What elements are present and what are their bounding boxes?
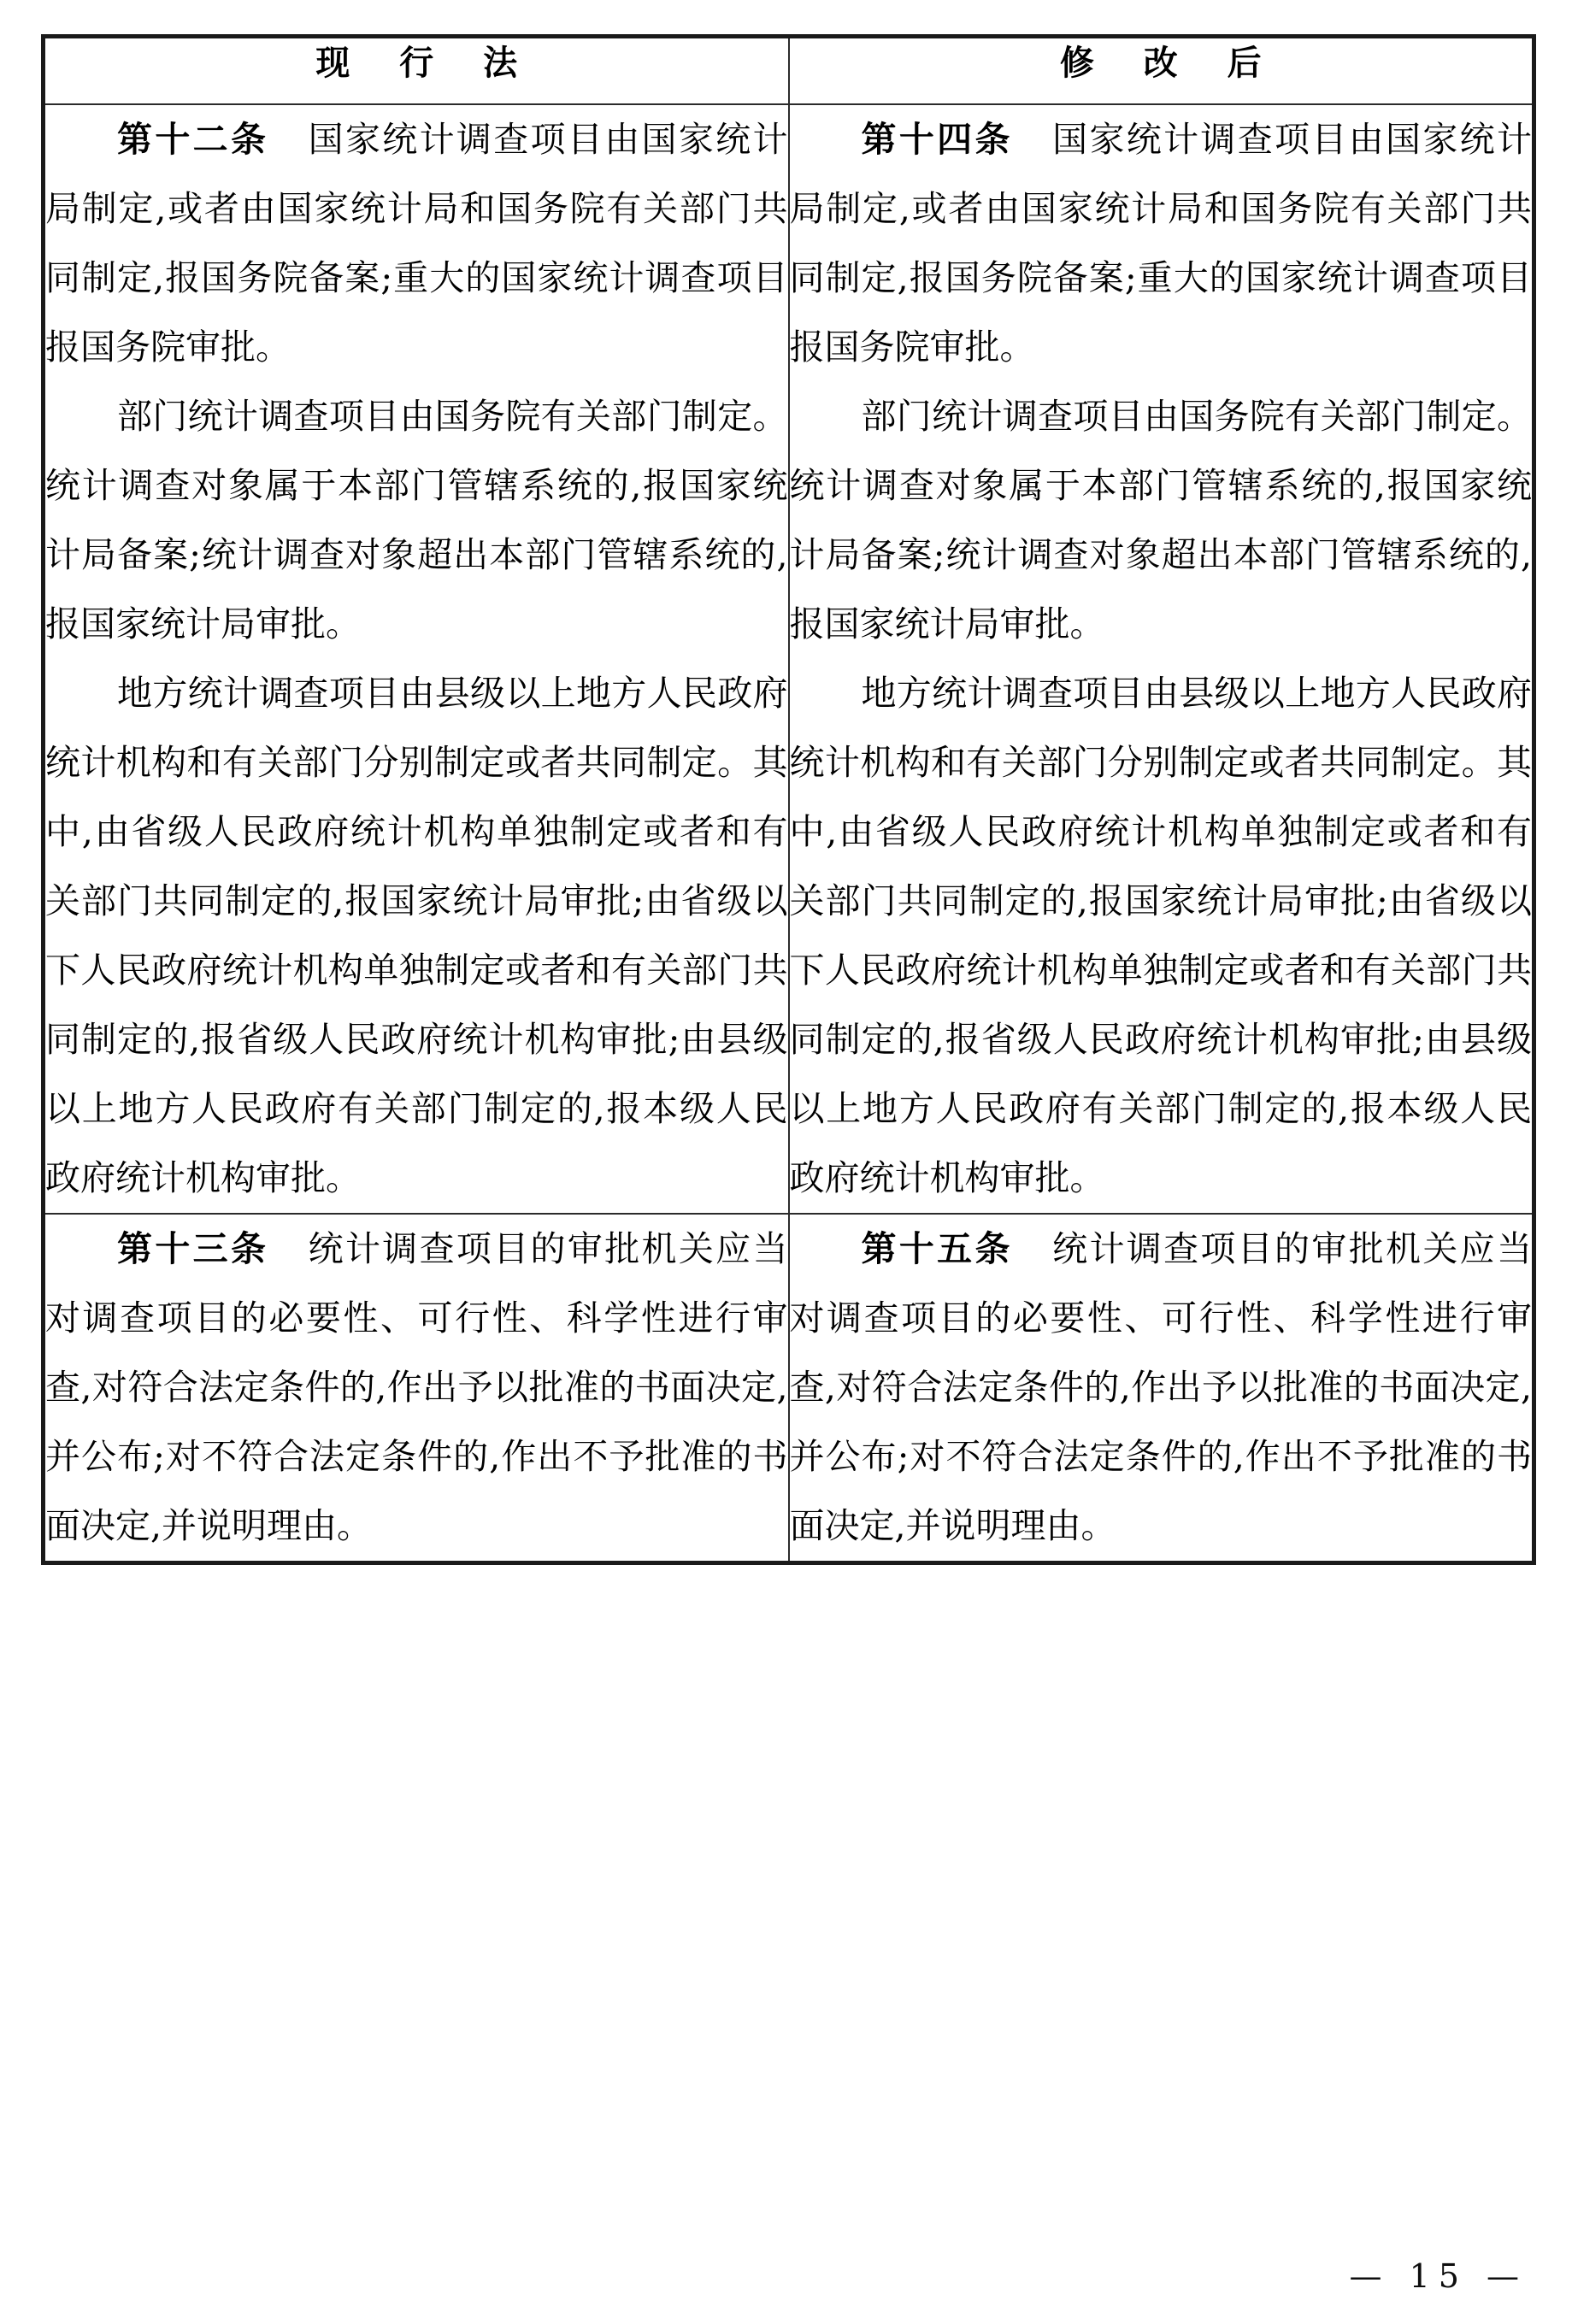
article-paragraph: 部门统计调查项目由国务院有关部门制定。统计调查对象属于本部门管辖系统的,报国家统计局备案;统计调查对象超出本部门管辖系统的,报国家统计局审批。 [789, 396, 1532, 644]
article-cell-revised-15 [789, 1214, 1534, 1563]
article-cell-current-13 [44, 1214, 789, 1563]
article-number-label: 第十四条 [861, 119, 1013, 160]
article-paragraph: 部门统计调查项目由国务院有关部门制定。统计调查对象属于本部门管辖系统的,报国家统计局备案;统计调查对象超出本部门管辖系统的,报国家统计局审批。 [45, 396, 788, 644]
article-paragraph: 地方统计调查项目由县级以上地方人民政府统计机构和有关部门分别制定或者共同制定。其中,由省级人民政府统计机构单独制定或者和有关部门共同制定的,报国家统计局审批;由省级以下人民政府统计机构单独制定或者和有关部门共同制定的,报省级人民政府统计机构审批;由县级以上地方人民政府有关部门制定的,报本级人民政府统计机构审批。 [789, 673, 1532, 1198]
article-paragraph-text: 国家统计调查项目由国家统计局制定,或者由国家统计局和国务院有关部门共同制定,报国务院备案;重大的国家统计调查项目报国务院审批。 [789, 119, 1533, 368]
article-cell-current-12 [44, 104, 789, 1214]
column-header-current-law: 现 行 法 [44, 37, 789, 105]
article-number-label: 第十三条 [117, 1228, 269, 1269]
article-first-paragraph [790, 1215, 1533, 1561]
article-first-paragraph [45, 1215, 788, 1561]
page-number: — 15 — [1349, 2257, 1528, 2295]
table-header-row [44, 37, 1534, 105]
column-header-after-revision: 修 改 后 [789, 37, 1534, 105]
table-row [44, 1214, 1534, 1563]
article-number-label: 第十五条 [861, 1228, 1013, 1269]
article-paragraph-text: 统计调查项目的审批机关应当对调查项目的必要性、可行性、科学性进行审查,对符合法定条件的,作出予以批准的书面决定,并公布;对不符合法定条件的,作出不予批准的书面决定,并说明理由。 [789, 1228, 1533, 1546]
article-paragraph-text: 统计调查项目的审批机关应当对调查项目的必要性、可行性、科学性进行审查,对符合法定条件的,作出予以批准的书面决定,并公布;对不符合法定条件的,作出不予批准的书面决定,并说明理由。 [45, 1228, 788, 1546]
article-first-paragraph [45, 105, 788, 382]
article-first-paragraph [790, 105, 1533, 382]
article-cell-revised-14 [789, 104, 1534, 1214]
article-paragraph: 地方统计调查项目由县级以上地方人民政府统计机构和有关部门分别制定或者共同制定。其中,由省级人民政府统计机构单独制定或者和有关部门共同制定的,报国家统计局审批;由省级以下人民政府统计机构单独制定或者和有关部门共同制定的,报省级人民政府统计机构审批;由县级以上地方人民政府有关部门制定的,报本级人民政府统计机构审批。 [45, 673, 788, 1198]
article-number-label: 第十二条 [117, 119, 269, 160]
table-row [44, 104, 1534, 1214]
article-paragraph-text: 国家统计调查项目由国家统计局制定,或者由国家统计局和国务院有关部门共同制定,报国务院备案;重大的国家统计调查项目报国务院审批。 [45, 119, 788, 368]
law-comparison-table [41, 34, 1536, 1565]
